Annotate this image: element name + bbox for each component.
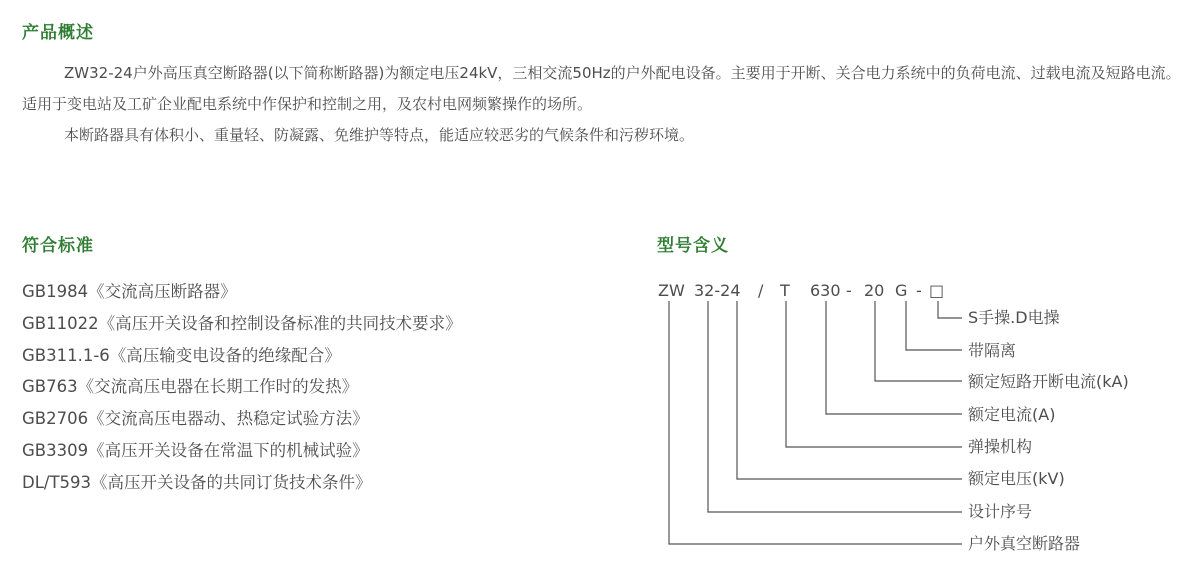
model-heading: 型号含义 — [657, 236, 729, 256]
meaning-design-number: 设计序号 — [968, 502, 1033, 521]
model-code-diagram — [650, 270, 1190, 570]
meaning-operation: S手操.D电操 — [968, 308, 1060, 327]
leader-line-operation — [938, 301, 962, 318]
meaning-isolation: 带隔离 — [968, 341, 1017, 360]
code-part-dash-1: - — [846, 281, 852, 300]
standard-item: GB763《交流高压电器在长期工作时的发热》 — [22, 377, 359, 397]
leader-line-mechanism — [786, 301, 962, 447]
code-part-dash-2: - — [916, 281, 922, 300]
code-part-operation: □ — [929, 281, 945, 300]
overview-text — [22, 58, 1182, 151]
leader-line-voltage — [737, 301, 962, 479]
code-part-series: ZW — [658, 281, 685, 300]
leader-line-breaking-current — [875, 301, 962, 381]
standards-list — [22, 278, 462, 501]
meaning-product-type: 户外真空断路器 — [968, 534, 1081, 553]
code-part-design-voltage: 32-24 — [694, 281, 741, 300]
standard-item: DL/T593《高压开关设备的共同订货技术条件》 — [22, 472, 372, 492]
standard-item: GB1984《交流高压断路器》 — [22, 282, 237, 301]
meaning-mechanism: 弹操机构 — [968, 437, 1033, 456]
code-part-slash: / — [758, 281, 764, 300]
standard-item: GB11022《高压开关设备和控制设备标准的共同技术要求》 — [22, 313, 462, 333]
code-part-breaking-current: 20 — [864, 281, 885, 300]
leader-line-design — [708, 301, 962, 512]
leader-line-series — [669, 301, 962, 544]
overview-paragraph-1: ZW32-24户外高压真空断路器(以下简称断路器)为额定电压24kV，三相交流50Hz的户外配电设备。主要用于开断、关合电力系统中的负荷电流、过载电流及短路电流。适用于变电站及工矿企业配电系统中作保护和控制之用，及农村电网频繁操作的场所。 — [22, 64, 1181, 113]
standards-heading: 符合标准 — [22, 236, 94, 256]
leader-line-isolation — [906, 301, 962, 350]
standard-item: GB311.1-6《高压输变电设备的绝缘配合》 — [22, 345, 341, 365]
meaning-rated-voltage: 额定电压(kV) — [968, 469, 1065, 488]
code-part-mechanism: T — [780, 281, 790, 300]
standard-item: GB3309《高压开关设备在常温下的机械试验》 — [22, 440, 369, 460]
standard-item: GB2706《交流高压电器动、热稳定试验方法》 — [22, 409, 369, 429]
overview-heading: 产品概述 — [22, 23, 94, 43]
meaning-rated-current: 额定电流(A) — [968, 405, 1056, 424]
code-part-current: 630 — [810, 281, 841, 300]
meaning-breaking-current: 额定短路开断电流(kA) — [968, 372, 1129, 391]
code-part-isolation: G — [895, 281, 908, 300]
overview-paragraph-2: 本断路器具有体积小、重量轻、防凝露、免维护等特点，能适应较恶劣的气候条件和污秽环境。 — [64, 126, 695, 144]
